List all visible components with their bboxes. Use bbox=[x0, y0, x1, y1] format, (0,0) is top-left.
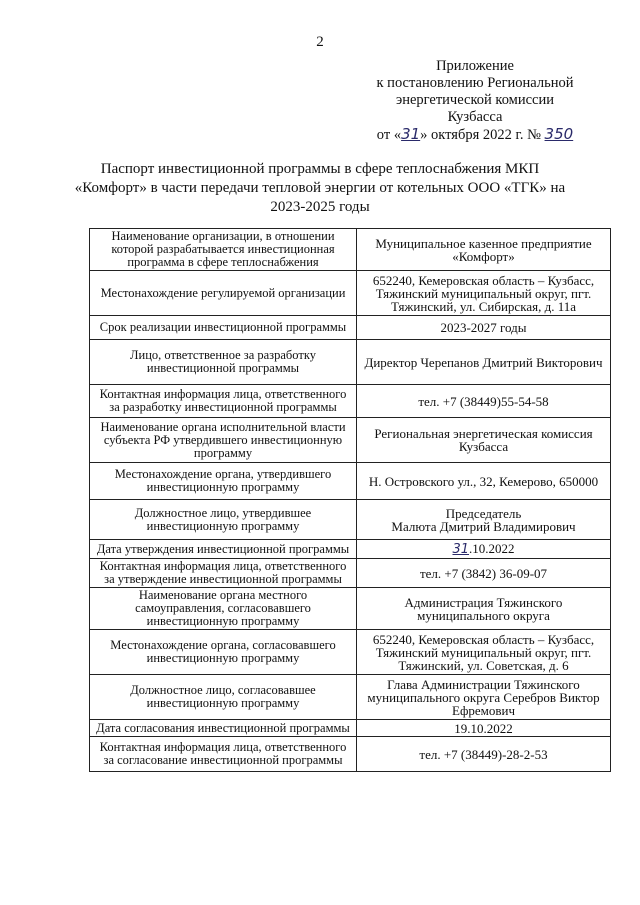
table-row bbox=[90, 559, 611, 588]
row-label: Дата согласования инвестиционной программы bbox=[90, 720, 357, 737]
row-label: Наименование органа исполнительной власти субъекта РФ утвердившего инвестиционную программу bbox=[90, 418, 357, 463]
table-row bbox=[90, 500, 611, 540]
date-prefix: от « bbox=[376, 127, 402, 143]
official-title: Председатель bbox=[445, 505, 522, 521]
row-label: Должностное лицо, согласовавшее инвестиционную программу bbox=[90, 675, 357, 720]
table-row bbox=[90, 418, 611, 463]
table-row bbox=[90, 316, 611, 340]
passport-table bbox=[89, 228, 611, 772]
row-label: Местонахождение органа, согласовавшего инвестиционную программу bbox=[90, 630, 357, 675]
row-value: 652240, Кемеровская область – Кузбасс, Тяжинский муниципальный округ, пгт. Тяжинский, ул. Сибирская, д. 11а bbox=[357, 271, 611, 316]
row-label: Контактная информация лица, ответственного за согласование инвестиционной программы bbox=[90, 737, 357, 772]
date-middle: » октября 2022 г. № bbox=[420, 127, 541, 143]
appendix-block bbox=[355, 58, 595, 144]
row-value bbox=[357, 500, 611, 540]
row-label: Дата утверждения инвестиционной программы bbox=[90, 540, 357, 559]
table-row bbox=[90, 385, 611, 418]
row-value: Администрация Тяжинского муниципального округа bbox=[357, 588, 611, 630]
appendix-line: Приложение bbox=[436, 58, 514, 74]
page-number: 2 bbox=[316, 34, 324, 50]
row-value bbox=[357, 540, 611, 559]
row-value: Директор Черепанов Дмитрий Викторович bbox=[357, 340, 611, 385]
row-value: Глава Администрации Тяжинского муниципального округа Серебров Виктор Ефремович bbox=[357, 675, 611, 720]
table-row bbox=[90, 340, 611, 385]
row-value: 19.10.2022 bbox=[357, 720, 611, 737]
appendix-line: Кузбасса bbox=[447, 109, 503, 125]
table-row bbox=[90, 737, 611, 772]
table-row bbox=[90, 229, 611, 271]
row-value: тел. +7 (3842) 36-09-07 bbox=[357, 559, 611, 588]
row-label: Наименование органа местного самоуправления, согласовавшего инвестиционную программу bbox=[90, 588, 357, 630]
row-value: 2023-2027 годы bbox=[357, 316, 611, 340]
table-row bbox=[90, 540, 611, 559]
handwritten-day: 31 bbox=[452, 542, 470, 557]
resolution-date-line bbox=[355, 126, 595, 144]
row-value: 652240, Кемеровская область – Кузбасс, Тяжинский муниципальный округ, пгт. Тяжинский, ул. Советская, д. 6 bbox=[357, 630, 611, 675]
row-label: Контактная информация лица, ответственного за утверждение инвестиционной программы bbox=[90, 559, 357, 588]
row-label: Местонахождение органа, утвердившего инвестиционную программу bbox=[90, 463, 357, 500]
table-row bbox=[90, 463, 611, 500]
row-value: тел. +7 (38449)-28-2-53 bbox=[357, 737, 611, 772]
table-row bbox=[90, 588, 611, 630]
table-row bbox=[90, 720, 611, 737]
appendix-line: к постановлению Региональной bbox=[376, 75, 574, 91]
table-row bbox=[90, 271, 611, 316]
row-label: Должностное лицо, утвердившее инвестиционную программу bbox=[90, 500, 357, 540]
row-label: Срок реализации инвестиционной программы bbox=[90, 316, 357, 340]
row-value: Региональная энергетическая комиссия Кузбасса bbox=[357, 418, 611, 463]
document-title: Паспорт инвестиционной программы в сфере теплоснабжения МКП «Комфорт» в части передачи тепловой энергии от котельных ООО «ТГК» на 2023-2025 годы bbox=[74, 161, 566, 215]
row-label: Наименование организации, в отношении которой разрабатывается инвестиционная программа в сфере теплоснабжения bbox=[90, 229, 357, 271]
row-label: Лицо, ответственное за разработку инвестиционной программы bbox=[90, 340, 357, 385]
table-row bbox=[90, 630, 611, 675]
table-row bbox=[90, 675, 611, 720]
handwritten-day: 31 bbox=[401, 125, 421, 143]
row-label: Местонахождение регулируемой организации bbox=[90, 271, 357, 316]
row-value: Н. Островского ул., 32, Кемерово, 650000 bbox=[357, 463, 611, 500]
row-label: Контактная информация лица, ответственного за разработку инвестиционной программы bbox=[90, 385, 357, 418]
date-rest: .10.2022 bbox=[469, 541, 515, 556]
appendix-line: энергетической комиссии bbox=[395, 92, 555, 108]
official-name: Малюта Дмитрий Владимирович bbox=[391, 518, 576, 534]
row-value: тел. +7 (38449)55-54-58 bbox=[357, 385, 611, 418]
handwritten-number: 350 bbox=[544, 125, 574, 143]
row-value: Муниципальное казенное предприятие «Комфорт» bbox=[357, 229, 611, 271]
